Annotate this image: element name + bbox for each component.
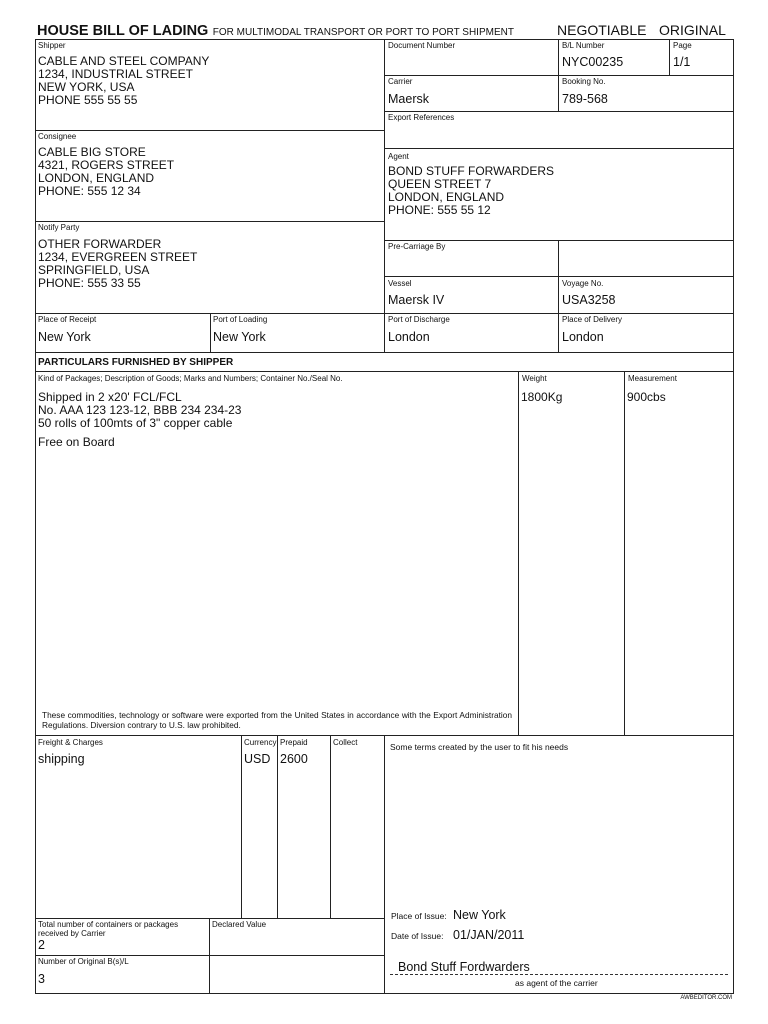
shipper-label: Shipper bbox=[38, 41, 66, 50]
place-of-issue-value: New York bbox=[453, 908, 506, 922]
carrier-value: Maersk bbox=[388, 92, 429, 106]
booking-value: 789-568 bbox=[562, 92, 608, 106]
original-label: ORIGINAL bbox=[659, 22, 726, 38]
collect-label: Collect bbox=[333, 738, 358, 747]
shipper-line: 1234, INDUSTRIAL STREET bbox=[38, 67, 193, 81]
export-references-label: Export References bbox=[388, 113, 455, 122]
shipper-line: CABLE AND STEEL COMPANY bbox=[38, 54, 210, 68]
currency-value: USD bbox=[244, 752, 271, 766]
signatory-name: Bond Stuff Fordwarders bbox=[398, 960, 530, 974]
originals-label: Number of Original B(s)/L bbox=[38, 957, 129, 966]
port-of-discharge-label: Port of Discharge bbox=[388, 315, 450, 324]
port-of-loading-label: Port of Loading bbox=[213, 315, 268, 324]
goods-line: Shipped in 2 x20' FCL/FCL bbox=[38, 390, 182, 404]
notify-line: 1234, EVERGREEN STREET bbox=[38, 250, 198, 264]
bl-number-label: B/L Number bbox=[562, 41, 605, 50]
consignee-line: 4321, ROGERS STREET bbox=[38, 158, 175, 172]
containers-value: 2 bbox=[38, 938, 45, 952]
terms-text: Some terms created by the user to fit his needs bbox=[390, 742, 569, 752]
agent-line: QUEEN STREET 7 bbox=[388, 177, 492, 191]
place-of-issue-label: Place of Issue: bbox=[391, 911, 447, 921]
shipper-line: NEW YORK, USA bbox=[38, 80, 135, 94]
agent-line: LONDON, ENGLAND bbox=[388, 190, 505, 204]
freight-item: shipping bbox=[38, 752, 85, 766]
signature-line bbox=[390, 974, 728, 975]
agent-note: as agent of the carrier bbox=[515, 978, 598, 988]
consignee-label: Consignee bbox=[38, 132, 77, 141]
place-of-delivery-value: London bbox=[562, 330, 604, 344]
pre-carriage-label: Pre-Carriage By bbox=[388, 242, 446, 251]
consignee-line: LONDON, ENGLAND bbox=[38, 171, 155, 185]
negotiable-label: NEGOTIABLE bbox=[557, 22, 647, 38]
weight-value: 1800Kg bbox=[521, 390, 563, 404]
notify-line: OTHER FORWARDER bbox=[38, 237, 162, 251]
document-header bbox=[37, 22, 514, 40]
agent-line: BOND STUFF FORWARDERS bbox=[388, 164, 555, 178]
agent-line: PHONE: 555 55 12 bbox=[388, 203, 491, 217]
vessel-value: Maersk IV bbox=[388, 293, 445, 307]
goods-line: No. AAA 123 123-12, BBB 234 234-23 bbox=[38, 403, 242, 417]
voyage-value: USA3258 bbox=[562, 293, 616, 307]
prepaid-value: 2600 bbox=[280, 752, 308, 766]
goods-extra: Free on Board bbox=[38, 435, 115, 449]
port-of-loading-value: New York bbox=[213, 330, 266, 344]
page-value: 1/1 bbox=[673, 55, 691, 69]
particulars-heading: PARTICULARS FURNISHED BY SHIPPER bbox=[38, 357, 234, 368]
port-of-discharge-value: London bbox=[388, 330, 430, 344]
shipper-line: PHONE 555 55 55 bbox=[38, 93, 138, 107]
place-of-receipt-label: Place of Receipt bbox=[38, 315, 97, 324]
document-subtitle: FOR MULTIMODAL TRANSPORT OR PORT TO PORT SHIPMENT bbox=[212, 27, 514, 38]
place-of-delivery-label: Place of Delivery bbox=[562, 315, 623, 324]
goods-line: 50 rolls of 100mts of 3" copper cable bbox=[38, 416, 233, 430]
measurement-label: Measurement bbox=[628, 374, 677, 383]
date-of-issue-label: Date of Issue: bbox=[391, 931, 444, 941]
description-label: Kind of Packages; Description of Goods; Marks and Numbers; Container No./Seal No. bbox=[38, 374, 343, 383]
measurement-value: 900cbs bbox=[627, 390, 666, 404]
currency-label: Currency bbox=[244, 738, 277, 747]
booking-label: Booking No. bbox=[562, 77, 606, 86]
date-of-issue-value: 01/JAN/2011 bbox=[453, 928, 525, 942]
weight-label: Weight bbox=[522, 374, 547, 383]
prepaid-label: Prepaid bbox=[280, 738, 308, 747]
footer-credit: AWBEDITOR.COM bbox=[680, 995, 732, 1001]
document-number-label: Document Number bbox=[388, 41, 456, 50]
notify-party-label: Notify Party bbox=[38, 223, 80, 232]
page-label: Page bbox=[673, 41, 692, 50]
declared-value-label: Declared Value bbox=[212, 920, 267, 929]
export-disclaimer: These commodities, technology or software were exported from the United States in accordance with the Export Administration Regulations. Diversion contrary to U.S. law prohibited. bbox=[42, 710, 512, 730]
originals-value: 3 bbox=[38, 972, 45, 986]
agent-label: Agent bbox=[388, 152, 409, 161]
notify-line: PHONE: 555 33 55 bbox=[38, 276, 141, 290]
freight-label: Freight & Charges bbox=[38, 738, 103, 747]
carrier-label: Carrier bbox=[388, 77, 413, 86]
consignee-line: PHONE: 555 12 34 bbox=[38, 184, 141, 198]
vessel-label: Vessel bbox=[388, 279, 412, 288]
consignee-line: CABLE BIG STORE bbox=[38, 145, 146, 159]
document-title: HOUSE BILL OF LADING bbox=[37, 23, 209, 39]
containers-label: Total number of containers or packages received by Carrier bbox=[38, 920, 179, 938]
place-of-receipt-value: New York bbox=[38, 330, 91, 344]
bl-number-value: NYC00235 bbox=[562, 55, 624, 69]
notify-line: SPRINGFIELD, USA bbox=[38, 263, 150, 277]
voyage-label: Voyage No. bbox=[562, 279, 604, 288]
